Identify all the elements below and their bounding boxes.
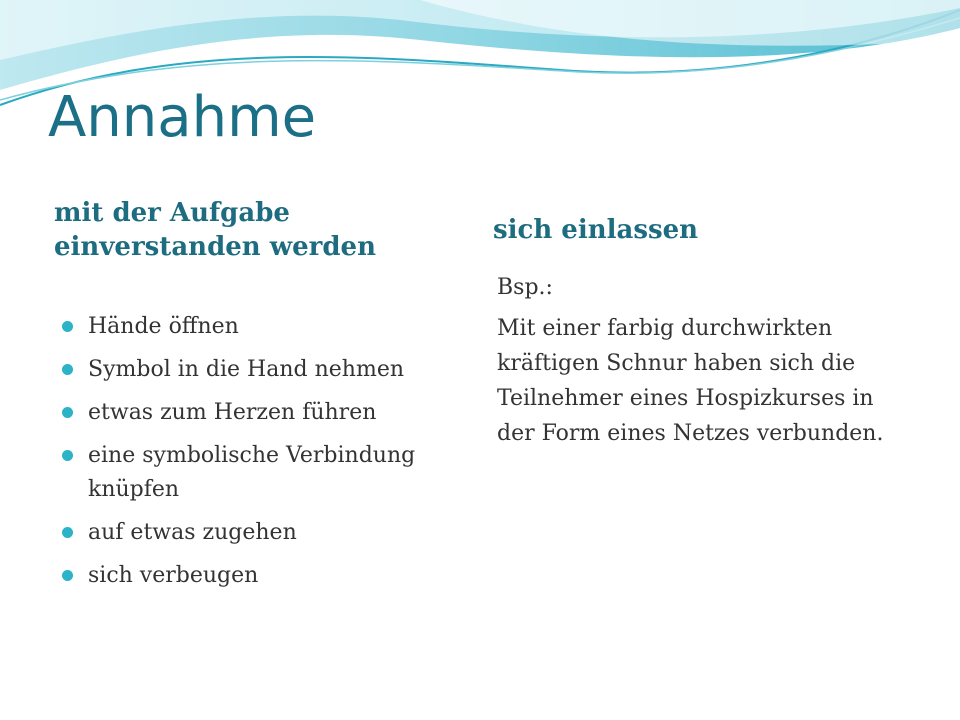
list-item (62, 396, 462, 430)
example-label: Bsp.: (497, 275, 553, 300)
right-column-body (497, 270, 907, 457)
bullet-icon (62, 407, 73, 418)
list-item (62, 310, 462, 344)
list-item-text: etwas zum Herzen führen (88, 400, 377, 425)
bullet-icon (62, 570, 73, 581)
list-item-text: Symbol in die Hand nehmen (88, 357, 405, 382)
example-text: Mit einer farbig durchwirkten kräftigen Schnur haben sich die Teilnehmer eines Hospizkurses in der Form eines Netzes verbunden. (497, 316, 884, 446)
list-item (62, 559, 462, 593)
list-item-text: sich verbeugen (88, 563, 259, 588)
left-bullet-list (62, 310, 462, 602)
right-column-heading: sich einlassen (493, 215, 699, 245)
list-item-text: auf etwas zugehen (88, 520, 297, 545)
bullet-icon (62, 527, 73, 538)
bullet-icon (62, 450, 73, 461)
list-item (62, 353, 462, 387)
slide-title: Annahme (48, 85, 317, 150)
list-item (62, 439, 462, 507)
bullet-icon (62, 321, 73, 332)
list-item-text: Hände öffnen (88, 314, 239, 339)
list-item (62, 516, 462, 550)
bullet-icon (62, 364, 73, 375)
list-item-text: eine symbolische Verbindung knüpfen (88, 443, 416, 502)
left-column-heading: mit der Aufgabe einverstanden werden (54, 198, 376, 262)
